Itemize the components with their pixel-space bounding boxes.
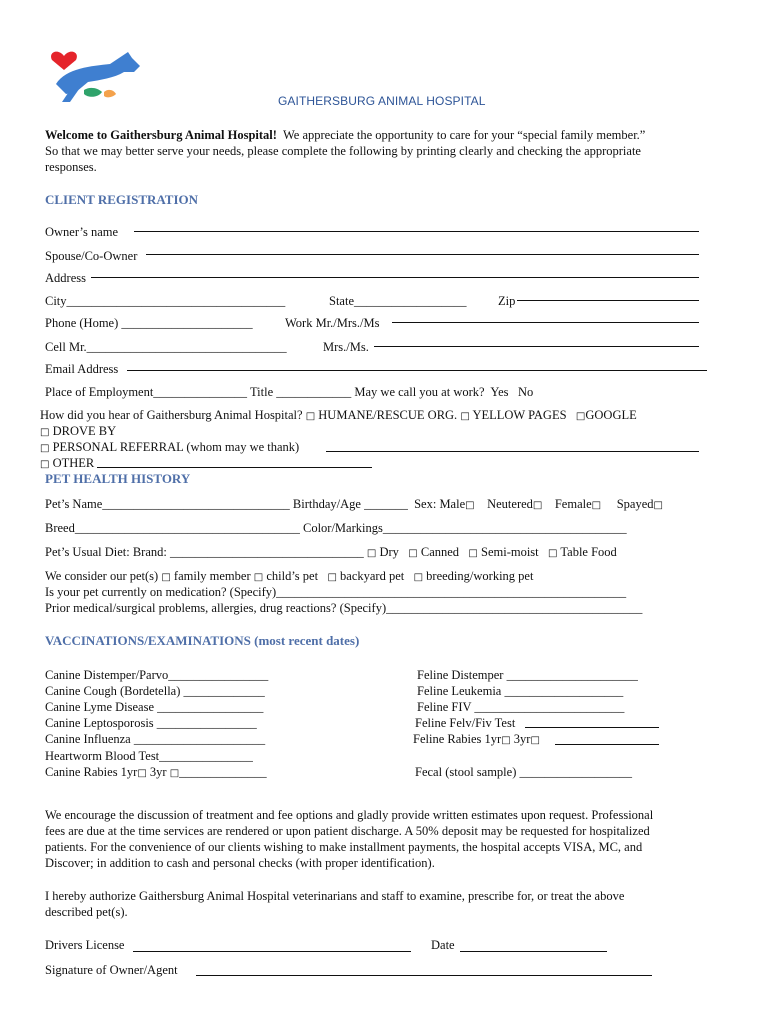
call-yes-option[interactable]: Yes	[490, 385, 509, 399]
semi-moist-label: Semi-moist	[481, 545, 539, 559]
dry-checkbox[interactable]: □	[366, 548, 377, 559]
other-option	[40, 456, 94, 471]
work-phone-field[interactable]	[392, 322, 699, 323]
encourage-line-2: fees are due at the time services are rendered or upon patient discharge. A 50% deposit may be requested for hospitalized	[45, 824, 650, 838]
feline-felv-fiv-field[interactable]	[525, 727, 659, 728]
hospital-logo	[44, 44, 144, 106]
family-member-label: family member	[173, 569, 251, 583]
intro-welcome: Welcome to Gaithersburg Animal Hospital!	[45, 128, 277, 142]
spayed-checkbox[interactable]: □	[653, 500, 663, 511]
personal-referral-checkbox[interactable]: □	[40, 443, 50, 454]
intro-line-3: responses.	[45, 160, 97, 174]
diet-brand-field[interactable]: Pet’s Usual Diet: Brand: _______________________________	[45, 545, 364, 559]
breed-row	[45, 521, 627, 535]
prior-problems-field[interactable]: Prior medical/surgical problems, allergies, drug reactions? (Specify)_________________________________________	[45, 601, 643, 615]
canine-rabies-3yr-checkbox[interactable]: □	[169, 768, 180, 779]
breed-field[interactable]: Breed____________________________________	[45, 521, 300, 535]
signature-label: Signature of Owner/Agent	[45, 963, 178, 977]
google-label: GOOGLE	[585, 408, 637, 422]
encourage-line-4: Discover; in addition to cash and personal checks (with proper identification).	[45, 856, 435, 870]
drove-by-label: DROVE BY	[52, 424, 117, 438]
yellow-pages-checkbox[interactable]: □	[460, 411, 470, 422]
authorize-line-2: described pet(s).	[45, 905, 128, 919]
table-food-label: Table Food	[560, 545, 617, 559]
childs-pet-label: child’s pet	[266, 569, 319, 583]
canned-label: Canned	[420, 545, 460, 559]
canine-vaccine-3[interactable]: Canine Leptosporosis ________________	[45, 716, 257, 730]
hospital-title: GAITHERSBURG ANIMAL HOSPITAL	[278, 94, 486, 108]
canine-rabies-label: Canine Rabies 1yr	[45, 765, 138, 779]
feline-vaccine-3: Feline Felv/Fiv Test	[415, 716, 516, 730]
call-at-work-question: May we call you at work?	[354, 385, 485, 399]
personal-referral-label: PERSONAL REFERRAL (whom may we thank)	[52, 440, 300, 454]
family-member-checkbox[interactable]: □	[161, 572, 171, 583]
spouse-label: Spouse/Co-Owner	[45, 249, 138, 263]
childs-pet-checkbox[interactable]: □	[253, 572, 264, 583]
breeding-pet-checkbox[interactable]: □	[413, 572, 424, 583]
cell-mrs-label: Mrs./Ms.	[323, 340, 369, 354]
humane-label: HUMANE/RESCUE ORG.	[318, 408, 458, 422]
referral-source-row	[40, 408, 637, 423]
sex-male-label: Sex: Male	[414, 497, 466, 511]
date-field[interactable]	[460, 951, 607, 952]
owner-name-label: Owner’s name	[45, 225, 119, 239]
humane-checkbox[interactable]: □	[305, 411, 316, 422]
canine-rabies-field[interactable]: ______________	[179, 765, 267, 779]
cell-mrs-field[interactable]	[374, 346, 699, 347]
employment-row	[45, 385, 533, 399]
zip-label: Zip	[498, 294, 516, 308]
employment-field[interactable]: Place of Employment_______________	[45, 385, 248, 399]
personal-referral-field[interactable]	[326, 451, 699, 452]
color-markings-field[interactable]: Color/Markings_______________________________________	[302, 521, 627, 535]
spouse-field[interactable]	[146, 254, 699, 255]
call-no-option[interactable]: No	[517, 385, 534, 399]
feline-vaccine-2[interactable]: Feline FIV ________________________	[417, 700, 625, 714]
intro-line-2: So that we may better serve your needs, please complete the following by printing clearly and checking the appropriate	[45, 144, 641, 158]
feline-vaccine-0[interactable]: Feline Distemper _____________________	[417, 668, 638, 682]
fecal-field[interactable]: Fecal (stool sample) __________________	[415, 765, 632, 779]
personal-referral-option	[40, 440, 299, 455]
canned-checkbox[interactable]: □	[408, 548, 418, 559]
breeding-pet-label: breeding/working pet	[426, 569, 534, 583]
female-checkbox[interactable]: □	[591, 500, 602, 511]
date-label: Date	[431, 938, 455, 952]
canine-vaccine-1[interactable]: Canine Cough (Bordetella) _____________	[45, 684, 265, 698]
neutered-label: Neutered	[487, 497, 533, 511]
client-registration-heading: CLIENT REGISTRATION	[45, 192, 199, 207]
job-title-field[interactable]: Title ____________	[249, 385, 352, 399]
feline-rabies-3yr-checkbox[interactable]: □	[530, 735, 540, 746]
google-checkbox[interactable]: □	[575, 411, 586, 422]
canine-vaccine-4[interactable]: Canine Influenza _____________________	[45, 732, 266, 746]
encourage-line-1: We encourage the discussion of treatment and fee options and gladly provide written estimates upon request. Professional	[45, 808, 654, 822]
pet-name-row	[45, 497, 663, 512]
female-label: Female	[554, 497, 592, 511]
feline-rabies-1yr-checkbox[interactable]: □	[501, 735, 511, 746]
pet-role-row	[45, 569, 533, 584]
pet-health-heading: PET HEALTH HISTORY	[45, 471, 191, 486]
owner-name-field[interactable]	[134, 231, 699, 232]
feline-rabies-row	[413, 732, 540, 747]
state-field[interactable]: State__________________	[329, 294, 467, 308]
pet-role-question: We consider our pet(s)	[45, 569, 159, 583]
male-checkbox[interactable]: □	[465, 500, 475, 511]
zip-field[interactable]	[517, 300, 699, 301]
backyard-pet-checkbox[interactable]: □	[327, 572, 337, 583]
canine-vaccine-5[interactable]: Heartworm Blood Test_______________	[45, 749, 253, 763]
signature-field[interactable]	[196, 975, 652, 976]
encourage-line-3: patients. For the convenience of our clients wishing to make installment payments, the hospital accepts VISA, MC, and	[45, 840, 643, 854]
canine-rabies-1yr-checkbox[interactable]: □	[137, 768, 147, 779]
authorize-line-1: I hereby authorize Gaithersburg Animal Hospital veterinarians and staff to examine, prescribe for, or treat the above	[45, 889, 625, 903]
semi-moist-checkbox[interactable]: □	[468, 548, 478, 559]
feline-rabies-field[interactable]	[555, 744, 659, 745]
dry-label: Dry	[379, 545, 399, 559]
medication-field[interactable]: Is your pet currently on medication? (Specify)________________________________________________________	[45, 585, 627, 599]
birthday-field[interactable]: Birthday/Age _______	[292, 497, 408, 511]
cell-field[interactable]: Cell Mr.________________________________	[45, 340, 287, 354]
feline-vaccine-1[interactable]: Feline Leukemia ___________________	[417, 684, 624, 698]
drove-by-option	[40, 424, 116, 439]
phone-home-field[interactable]: Phone (Home) _____________________	[45, 316, 253, 330]
other-label: OTHER	[52, 456, 95, 470]
other-checkbox[interactable]: □	[40, 459, 50, 470]
email-field[interactable]	[127, 370, 707, 371]
other-field[interactable]	[97, 467, 372, 468]
yellow-pages-label: YELLOW PAGES	[472, 408, 567, 422]
vaccinations-heading: VACCINATIONS/EXAMINATIONS (most recent dates)	[45, 633, 360, 648]
pet-name-field[interactable]: Pet’s Name______________________________	[45, 497, 290, 511]
canine-vaccine-0[interactable]: Canine Distemper/Parvo________________	[45, 668, 269, 682]
address-field[interactable]	[91, 277, 699, 278]
drivers-license-field[interactable]	[133, 951, 411, 952]
address-label: Address	[45, 271, 86, 285]
referral-question: How did you hear of Gaithersburg Animal Hospital?	[40, 408, 303, 422]
spayed-label: Spayed	[616, 497, 654, 511]
intro-line-1	[45, 128, 645, 142]
email-label: Email Address	[45, 362, 119, 376]
intro-text-1: We appreciate the opportunity to care for your “special family member.”	[282, 128, 646, 142]
drove-by-checkbox[interactable]: □	[40, 427, 50, 438]
work-phone-label: Work Mr./Mrs./Ms	[285, 316, 380, 330]
backyard-pet-label: backyard pet	[340, 569, 405, 583]
canine-rabies-3yr-label: 3yr	[149, 765, 167, 779]
city-field[interactable]: City___________________________________	[45, 294, 286, 308]
drivers-license-label: Drivers License	[45, 938, 125, 952]
diet-row	[45, 545, 617, 560]
neutered-checkbox[interactable]: □	[532, 500, 543, 511]
table-food-checkbox[interactable]: □	[548, 548, 558, 559]
feline-rabies-3yr-label: 3yr	[513, 732, 531, 746]
canine-vaccine-2[interactable]: Canine Lyme Disease _________________	[45, 700, 264, 714]
canine-rabies-row	[45, 765, 267, 780]
feline-rabies-label: Feline Rabies 1yr	[413, 732, 502, 746]
